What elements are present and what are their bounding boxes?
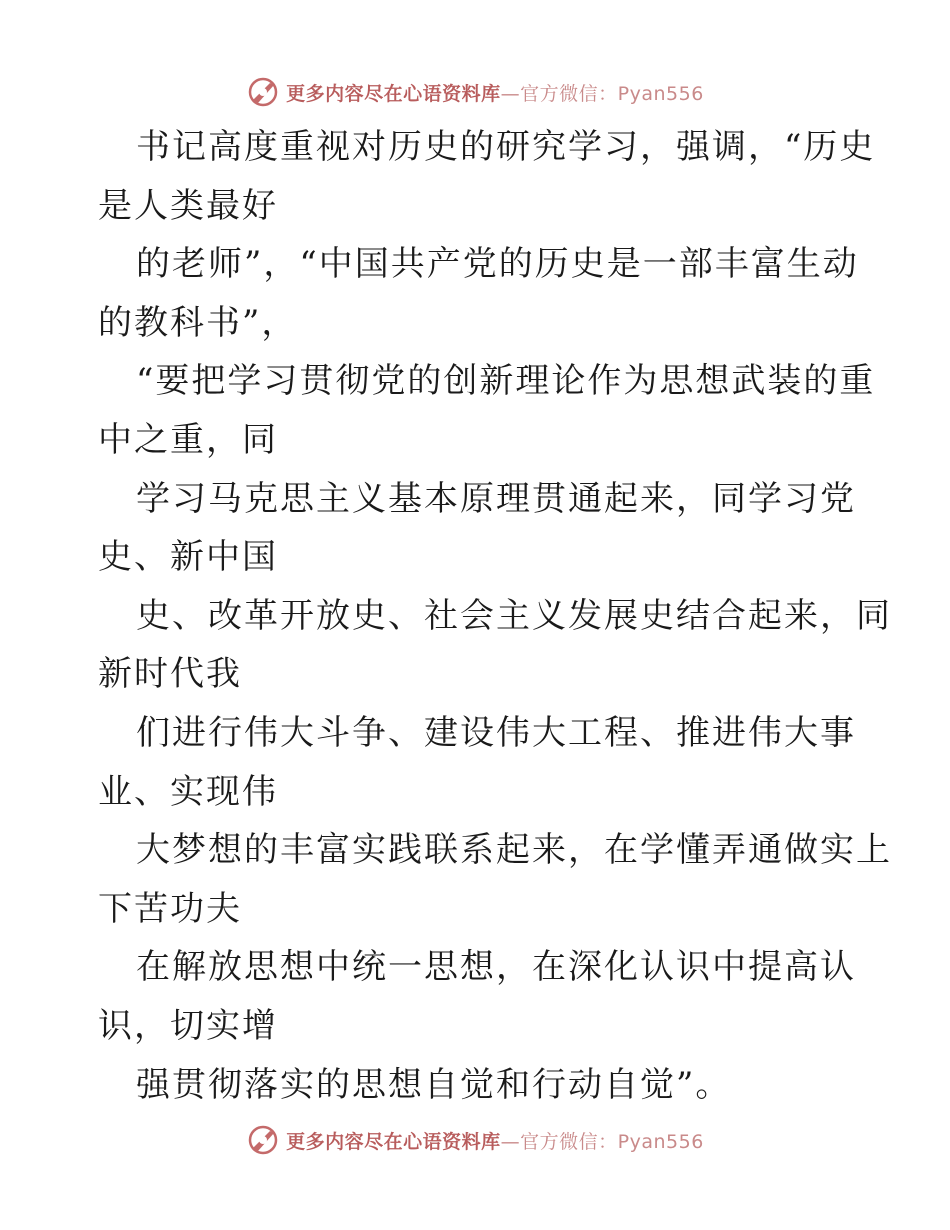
text-line: 大梦想的丰富实践联系起来，在学懂弄通做实上 [136, 830, 892, 871]
text-line: 是人类最好 [98, 185, 278, 226]
header-banner [0, 72, 950, 112]
text-line: 识，切实增 [98, 1005, 278, 1046]
text-line: “要把学习贯彻党的创新理论作为思想武装的重 [136, 361, 876, 402]
text-line: 下苦功夫 [98, 888, 242, 929]
quill-circle-icon [246, 75, 280, 109]
text-line: 业、实现伟 [98, 771, 278, 812]
text-line: 们进行伟大斗争、建设伟大工程、推进伟大事 [136, 712, 856, 753]
footer-banner [0, 1120, 950, 1160]
banner-site-text: 更多内容尽在心语资料库 [286, 82, 501, 105]
banner-text [286, 79, 704, 106]
banner-contact-text: —官方微信：Pyan556 [500, 82, 704, 105]
text-line: 的老师”，“中国共产党的历史是一部丰富生动 [136, 244, 859, 285]
text-line: 史、新中国 [98, 537, 278, 578]
document-body [98, 118, 892, 1114]
text-line: 在解放思想中统一思想，在深化认识中提高认 [136, 947, 856, 988]
text-line: 强贯彻落实的思想自觉和行动自觉”。 [136, 1064, 732, 1105]
text-line: 书记高度重视对历史的研究学习，强调，“历史 [136, 127, 876, 167]
text-line: 史、改革开放史、社会主义发展史结合起来，同 [136, 595, 892, 636]
text-line: 中之重，同 [98, 419, 278, 460]
banner-contact-text: —官方微信：Pyan556 [500, 1130, 704, 1153]
quill-circle-icon [246, 1123, 280, 1157]
text-line: 学习马克思主义基本原理贯通起来，同学习党 [136, 478, 856, 519]
banner-site-text: 更多内容尽在心语资料库 [286, 1130, 501, 1153]
text-line: 新时代我 [98, 654, 242, 695]
banner-text [286, 1127, 704, 1154]
text-line: 的教科书”， [98, 302, 298, 343]
